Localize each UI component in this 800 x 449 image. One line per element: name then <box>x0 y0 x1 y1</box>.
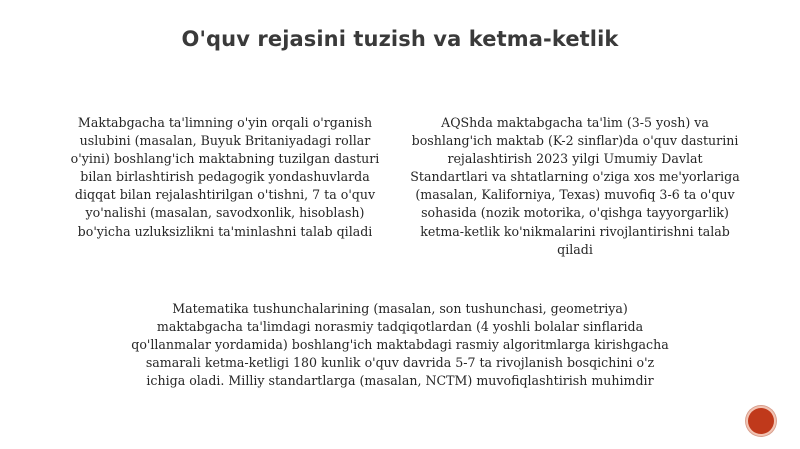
slide-title: O'quv rejasini tuzish va ketma-ketlik <box>181 27 619 51</box>
text-block-right: AQShda maktabgacha ta'lim (3-5 yosh) va boshlang'ich maktab (K-2 sinflar)da o'quv dasturini rejalashtirish 2023 yilgi Umumiy Davlat Standartlari va shtatlarning o'ziga xos me'yorlariga (masalan, Kaliforniya, Texas) muvofiq 3-6 ta o'quv sohasida (nozik motorika, o'qishga tayyorgarlik) ketma-ketlik ko'nikmalarini rivojlantirishni talab qiladi <box>410 115 740 257</box>
text-block-bottom: Matematika tushunchalarining (masalan, son tushunchasi, geometriya) maktabgacha ta'limdagi norasmiy tadqiqotlardan (4 yoshli bolalar sinflarida qo'llanmalar yordamida) boshlang'ich maktabdagi rasmiy algoritmlarga kirishgacha samarali ketma-ketligi 180 kunlik o'quv davrida 5-7 ta rivojlanish bosqichini o'z ichiga oladi. Milliy standartlarga (masalan, NCTM) muvofiqlashtirish muhimdir <box>131 301 669 389</box>
text-block-left: Maktabgacha ta'limning o'yin orqali o'rganish uslubini (masalan, Buyuk Britaniyadagi rollar o'yini) boshlang'ich maktabning tuzilgan dasturi bilan birlashtirish pedagogik yondashuvlarda diqqat bilan rejalashtirilgan o'tishni, 7 ta o'quv yo'nalishi (masalan, savodxonlik, hisoblash) bo'yicha uzluksizlikni ta'minlashni talab qiladi <box>70 115 380 239</box>
circle-button-icon[interactable] <box>748 408 774 434</box>
